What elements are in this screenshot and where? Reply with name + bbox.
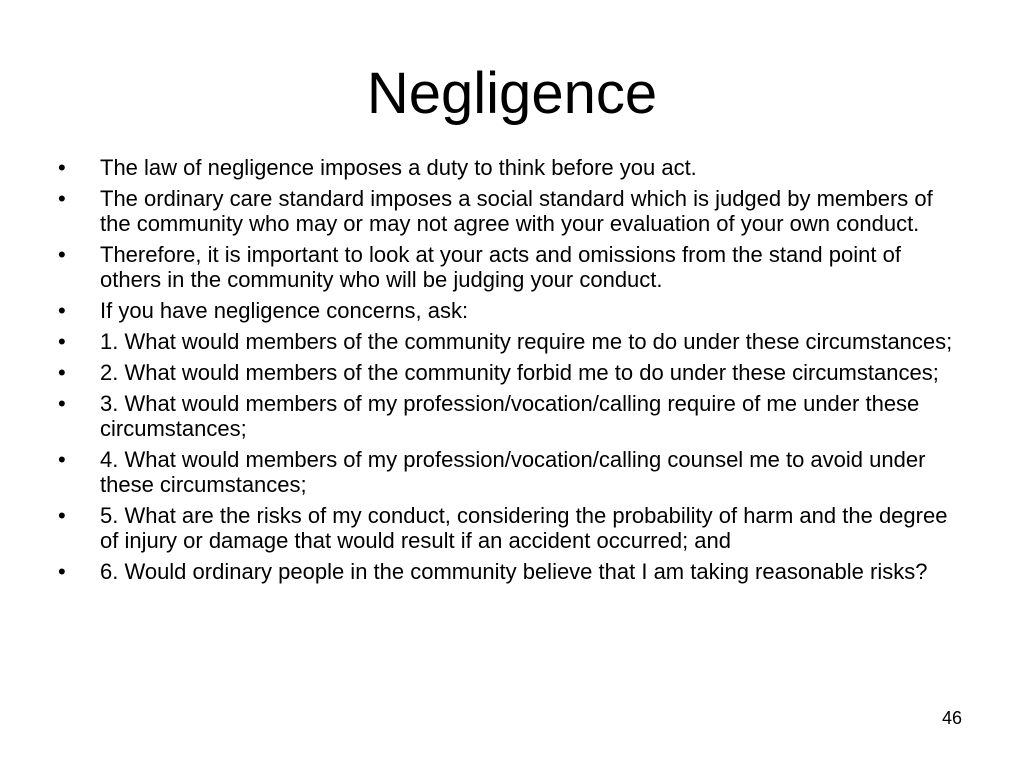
bullet-item	[58, 298, 963, 323]
bullet-marker: •	[58, 329, 66, 354]
bullet-item	[58, 391, 963, 441]
bullet-item	[58, 186, 963, 236]
bullet-text: 3. What would members of my profession/vocation/calling require of me under these circumstances;	[100, 391, 920, 441]
bullet-marker: •	[58, 360, 66, 385]
bullet-marker: •	[58, 155, 66, 180]
bullet-marker: •	[58, 391, 66, 416]
bullet-marker: •	[58, 298, 66, 323]
bullet-item	[58, 447, 963, 497]
bullet-list	[58, 155, 963, 590]
bullet-item	[58, 360, 963, 385]
bullet-marker: •	[58, 559, 66, 584]
bullet-marker: •	[58, 242, 66, 267]
bullet-text: 2. What would members of the community forbid me to do under these circumstances;	[100, 360, 939, 385]
slide-number: 46	[941, 708, 962, 728]
bullet-item	[58, 329, 963, 354]
bullet-text: 6. Would ordinary people in the community believe that I am taking reasonable risks?	[100, 559, 928, 584]
bullet-item	[58, 503, 963, 553]
slide-title: Negligence	[366, 61, 658, 126]
bullet-text: Therefore, it is important to look at your acts and omissions from the stand point of others in the community who will be judging your conduct.	[100, 242, 901, 292]
bullet-item	[58, 242, 963, 292]
bullet-text: The law of negligence imposes a duty to think before you act.	[100, 155, 697, 180]
bullet-text: If you have negligence concerns, ask:	[100, 298, 469, 323]
bullet-text: 4. What would members of my profession/vocation/calling counsel me to avoid under these circumstances;	[100, 447, 926, 497]
bullet-marker: •	[58, 503, 66, 528]
bullet-item	[58, 559, 963, 584]
bullet-text: 1. What would members of the community require me to do under these circumstances;	[100, 329, 953, 354]
bullet-marker: •	[58, 186, 66, 211]
bullet-text: The ordinary care standard imposes a social standard which is judged by members of the community who may or may not agree with your evaluation of your own conduct.	[100, 186, 933, 236]
bullet-text: 5. What are the risks of my conduct, considering the probability of harm and the degree of injury or damage that would result if an accident occurred; and	[100, 503, 948, 553]
bullet-marker: •	[58, 447, 66, 472]
bullet-item	[58, 155, 963, 180]
